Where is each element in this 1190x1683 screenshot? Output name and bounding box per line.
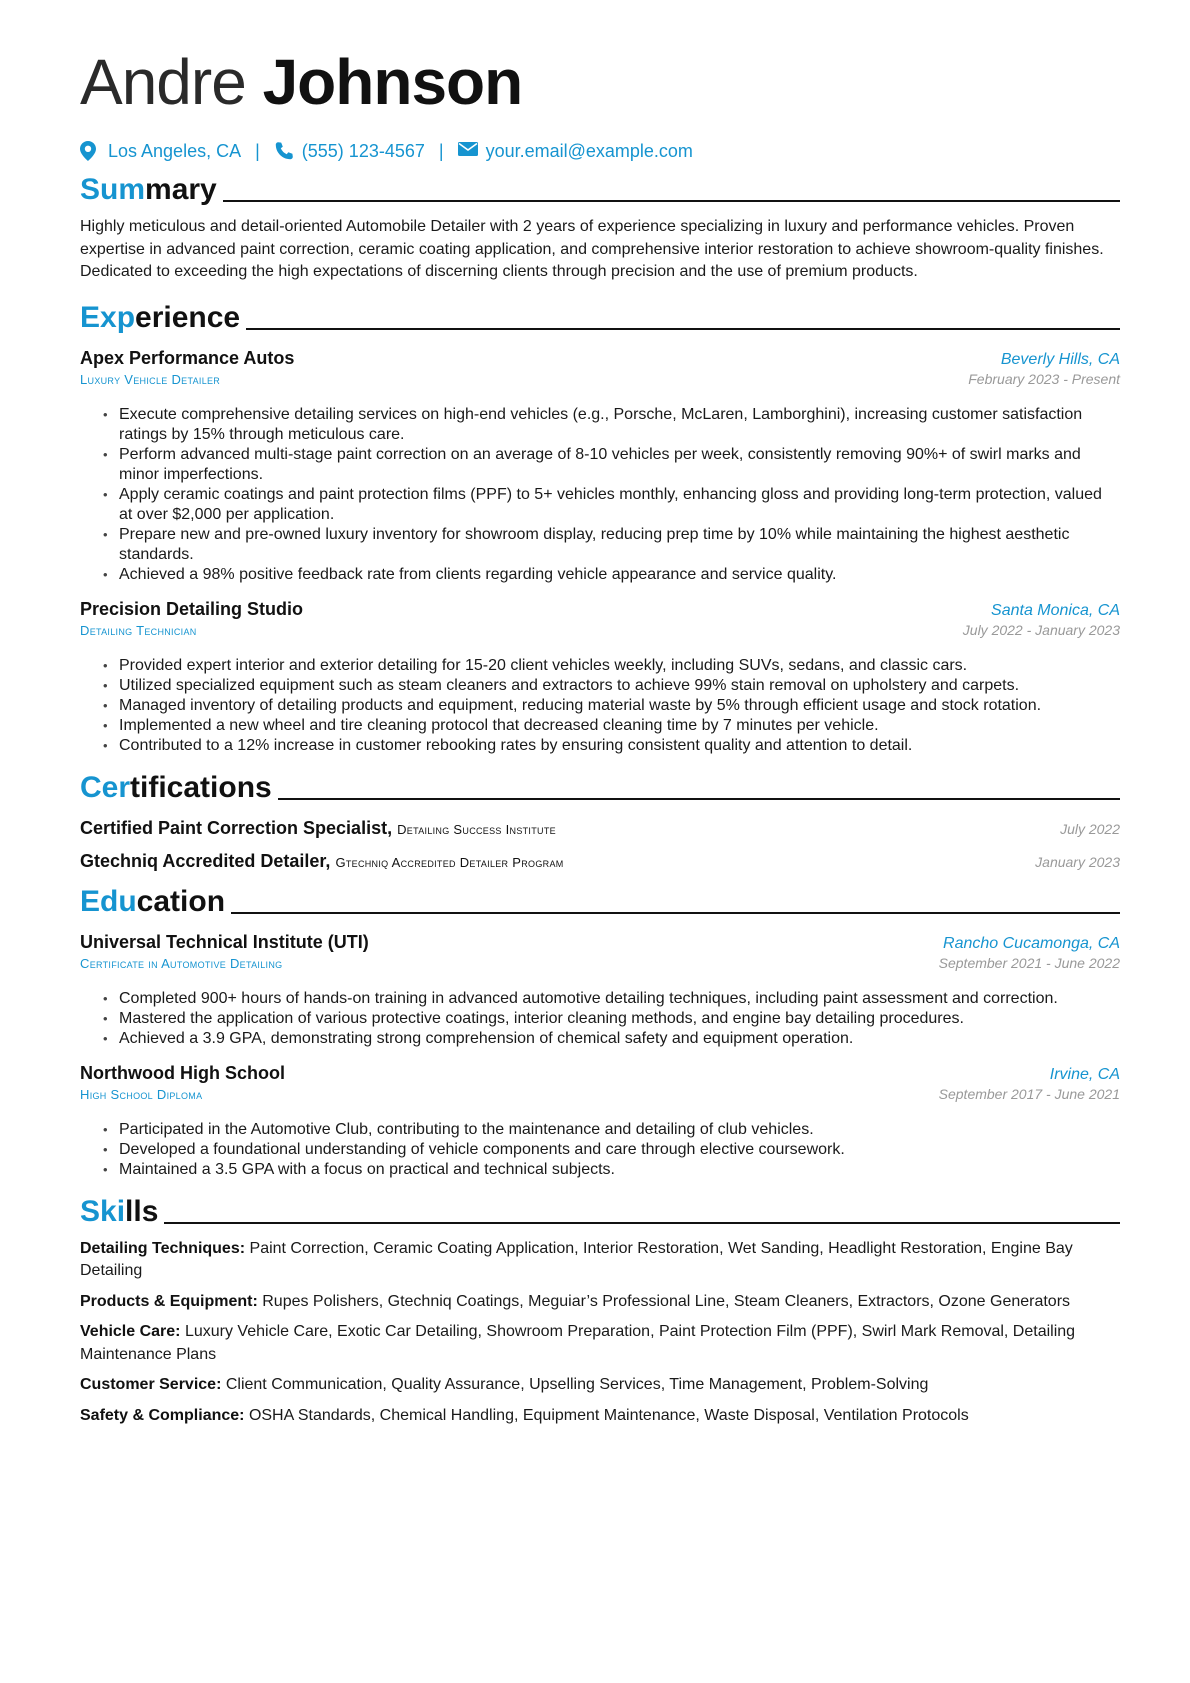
skill-row [80,1238,1120,1283]
resume-page [80,38,1120,1427]
job-bullets [80,656,1120,756]
company-name: Apex Performance Autos [80,347,295,368]
school-name: Universal Technical Institute (UTI) [80,931,369,952]
cert-date: July 2022 [1060,820,1120,837]
list-item: • Apply ceramic coatings and paint protection films (PPF) to 5+ vehicles monthly, enhancing gloss and providing long-term protection, valued at over $2,000 per application. [119,485,1120,525]
company-name: Precision Detailing Studio [80,598,304,619]
map-marker-icon [80,141,100,161]
degree: Certificate in Automotive Detailing [80,955,283,971]
heading-accent: Exp [80,300,136,334]
list-item: • Completed 900+ hours of hands-on training in advanced automotive detailing techniques, including paint assessment and correction. [119,989,1120,1009]
list-item: • Utilized specialized equipment such as steam cleaners and extractors to achieve 99% stain removal on upholstery and carpets. [119,676,1120,696]
phone-text[interactable]: (555) 123-4567 [301,140,425,161]
heading-accent: Ski [80,1194,126,1228]
skill-row [80,1405,1120,1428]
school-location: Irvine, CA [1049,1065,1120,1083]
skill-label: Vehicle Care: [80,1323,181,1340]
job-location: Santa Monica, CA [991,601,1120,619]
list-item: • Prepare new and pre-owned luxury inventory for showroom display, reducing prep time by 10% while maintaining the highest aesthetic standards. [119,525,1120,565]
job-entry [80,348,1120,585]
list-item: • Maintained a 3.5 GPA with a focus on practical and technical subjects. [119,1160,1120,1180]
skill-values: Client Communication, Quality Assurance, Upselling Services, Time Management, Problem-Solving [225,1376,929,1393]
heading-rest: tifications [130,770,272,804]
job-dates: July 2022 - January 2023 [962,621,1120,638]
heading-rule [246,328,1120,330]
heading-rule [278,798,1120,800]
contact-separator: | [255,140,260,161]
candidate-name [80,38,1120,126]
list-item: • Provided expert interior and exterior detailing for 15-20 client vehicles weekly, including SUVs, sedans, and classic cars. [119,656,1120,676]
email-link[interactable]: your.email@example.com [485,140,693,161]
location-text: Los Angeles, CA [108,140,242,161]
skill-label: Detailing Techniques: [80,1239,246,1257]
education-bullets [80,989,1120,1049]
job-bullets [80,405,1120,585]
certification-item: Gtechniq Accredited Detailer, Gtechniq Accredited Detailer Program January 2023 [80,850,1120,871]
education-entry [80,1063,1120,1180]
school-location: Rancho Cucamonga, CA [943,934,1120,952]
education-bullets [80,1120,1120,1180]
phone-icon [274,141,294,161]
job-role: Luxury Vehicle Detailer [80,371,221,387]
contact-email[interactable] [458,141,693,162]
last-name: Johnson [262,46,523,118]
skill-row [80,1291,1120,1314]
skill-row [80,1321,1120,1366]
school-dates: September 2017 - June 2021 [938,1085,1120,1102]
heading-rest: erience [135,300,241,334]
heading-rest: mary [145,173,217,206]
heading-accent: Edu [80,884,137,918]
heading-rest: cation [136,884,226,918]
list-item: • Achieved a 98% positive feedback rate from clients regarding vehicle appearance and service quality. [119,565,1120,585]
first-name: Andre [80,46,246,118]
list-item: • Developed a foundational understanding of vehicle components and care through elective coursework. [119,1140,1120,1160]
certifications-heading [80,768,1120,806]
education-entry [80,932,1120,1049]
envelope-icon [458,141,478,161]
summary-heading [80,170,1120,208]
heading-accent: Cer [80,770,131,804]
list-item: • Managed inventory of detailing products and equipment, reducing material waste by 5% through efficient usage and stock rotation. [119,696,1120,716]
job-role: Detailing Technician [80,622,197,638]
list-item: • Participated in the Automotive Club, contributing to the maintenance and detailing of club vehicles. [119,1120,1120,1140]
list-item: • Execute comprehensive detailing services on high-end vehicles (e.g., Porsche, McLaren, Lamborghini), increasing customer satisfaction ratings by 15% through meticulous care. [119,405,1120,445]
experience-heading [80,298,1120,336]
contact-separator: | [438,140,444,161]
job-entry [80,599,1120,756]
contact-location [80,141,241,162]
skill-values: Luxury Vehicle Care, Exotic Car Detailing, Showroom Preparation, Paint Protection Film (PPF), Swirl Mark Removal, Detailing Maintenance Plans [80,1323,1076,1363]
list-item: • Mastered the application of various protective coatings, interior cleaning methods, and engine bay detailing procedures. [119,1009,1120,1029]
heading-rule [231,912,1120,914]
skill-row [80,1374,1120,1397]
certification-item: Certified Paint Correction Specialist, Detailing Success Institute July 2022 [80,817,1120,838]
cert-name: Gtechniq Accredited Detailer [80,850,326,871]
skill-values: Paint Correction, Ceramic Coating Application, Interior Restoration, Wet Sanding, Headlight Restoration, Engine Bay Detailing [80,1239,1073,1279]
list-item: • Achieved a 3.9 GPA, demonstrating strong comprehension of chemical safety and equipment operation. [119,1029,1120,1049]
list-item: • Implemented a new wheel and tire cleaning protocol that decreased cleaning time by 7 minutes per vehicle. [119,716,1120,736]
education-heading [80,882,1120,920]
degree: High School Diploma [80,1086,203,1102]
list-item: • Perform advanced multi-stage paint correction on an average of 8-10 vehicles per week, consistently removing 90%+ of swirl marks and minor imperfections. [119,445,1120,485]
cert-issuer: Detailing Success Institute [397,821,556,837]
skill-label: Safety & Compliance: [80,1406,245,1424]
cert-date: January 2023 [1035,853,1120,870]
summary-text: Highly meticulous and detail-oriented Automobile Detailer with 2 years of experience specializing in luxury and performance vehicles. Proven expertise in advanced paint correction, ceramic coating application, and comprehensive interior restoration to achieve showroom-quality finishes. Dedicated to exceeding the high expectations of discerning clients through precision and the use of premium products. [80,218,1104,280]
skill-values: OSHA Standards, Chemical Handling, Equipment Maintenance, Waste Disposal, Ventilation Protocols [248,1406,969,1424]
contact-bar [80,136,1120,166]
contact-phone[interactable] [274,141,425,162]
skill-label: Customer Service: [80,1376,222,1393]
school-name: Northwood High School [80,1062,285,1083]
list-item: • Contributed to a 12% increase in customer rebooking rates by ensuring consistent quality and attention to detail. [119,736,1120,756]
heading-accent: Sum [80,173,146,206]
school-dates: September 2021 - June 2022 [938,954,1120,971]
cert-issuer: Gtechniq Accredited Detailer Program [335,854,564,870]
cert-name: Certified Paint Correction Specialist [80,817,388,838]
heading-rule [164,1222,1120,1224]
skill-label: Products & Equipment: [80,1292,258,1310]
skill-values: Rupes Polishers, Gtechniq Coatings, Meguiar’s Professional Line, Steam Cleaners, Extractors, Ozone Generators [262,1292,1071,1310]
job-location: Beverly Hills, CA [1000,350,1120,368]
job-dates: February 2023 - Present [968,370,1120,387]
heading-rule [223,200,1120,202]
heading-rest: lls [125,1194,159,1228]
skills-heading [80,1192,1120,1230]
